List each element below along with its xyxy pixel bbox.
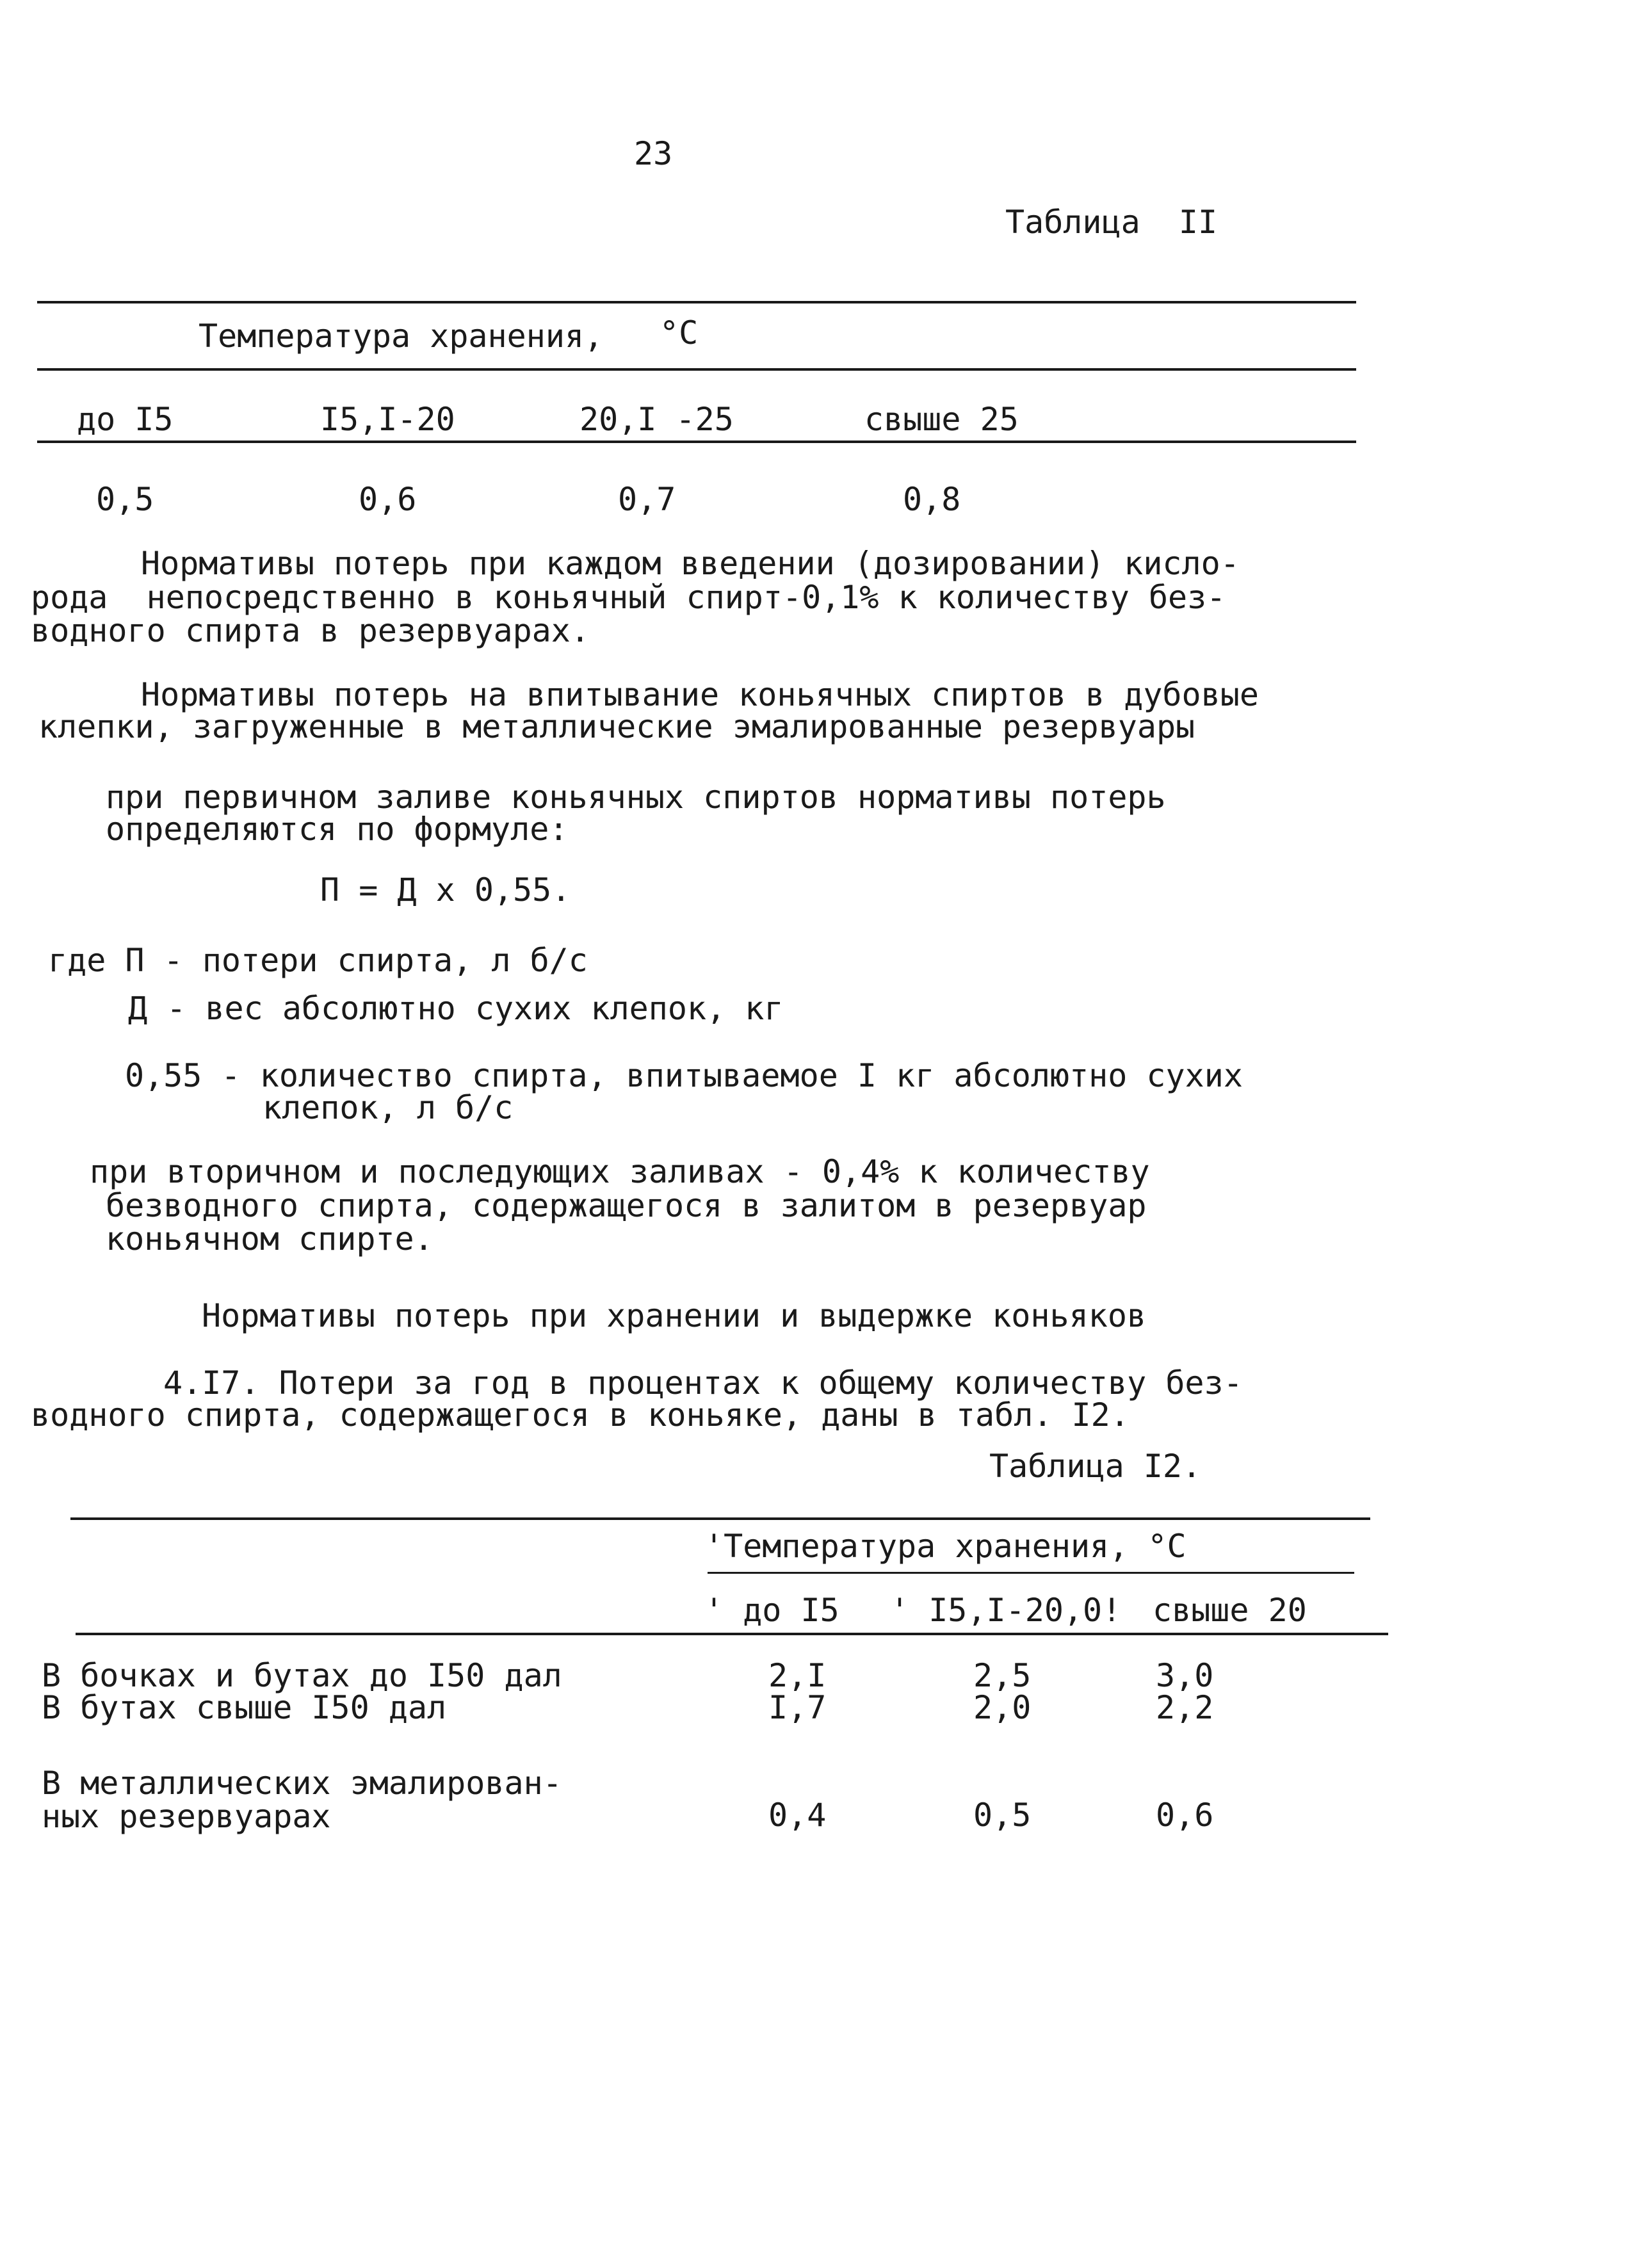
table11-header: Температура хранения, [198, 318, 604, 355]
para1-line3: водного спирта в резервуарах. [31, 612, 590, 649]
table11-top-rule [37, 301, 1356, 303]
table12-bottom-rule [76, 1633, 1388, 1635]
table11-val-1: 0,5 [96, 481, 154, 518]
table12-row2-label: В бутах свыше I50 дал [42, 1689, 447, 1726]
table12-row3-val1: 0,4 [768, 1797, 827, 1834]
table11-col-4: свыше 25 [864, 401, 1019, 438]
para3-line2: определяются по формуле: [106, 811, 569, 848]
table11-col-2: I5,I-20 [320, 401, 455, 438]
section-title: Нормативы потерь при хранении и выдержке коньяков [202, 1297, 1147, 1334]
para4-line3: коньячном спирте. [106, 1220, 433, 1257]
table12-row2-val1: I,7 [768, 1689, 827, 1726]
table11-val-3: 0,7 [618, 481, 676, 518]
table11-unit: °С [660, 314, 699, 352]
def-d: Д - вес абсолютно сухих клепок, кг [128, 990, 784, 1027]
table12-caption: Таблица I2. [989, 1448, 1202, 1485]
para4-line2: безводного спирта, содержащегося в залитом в резервуар [106, 1187, 1147, 1224]
def-k-line1: 0,55 - количество спирта, впитываемое I кг абсолютно сухих [125, 1057, 1243, 1094]
table12-row2-val2: 2,0 [973, 1689, 1032, 1726]
para1-line1: Нормативы потерь при каждом введении (дозировании) кисло- [141, 545, 1240, 582]
table11-caption: Таблица II [1005, 204, 1218, 241]
para2-line2: клепки, загруженные в металлические эмалированные резервуары [38, 708, 1195, 745]
def-k-line2: клепок, л б/с [263, 1089, 514, 1126]
para5-line2: водного спирта, содержащегося в коньяке, даны в табл. I2. [31, 1396, 1130, 1434]
para5-line1: 4.I7. Потери за год в процентах к общему количеству без- [163, 1364, 1243, 1402]
table12-row3-label: В металлических эмалирован- [42, 1765, 562, 1802]
table11-col-3: 20,I -25 [579, 401, 734, 438]
table12-col-1: ' до I5 [704, 1592, 839, 1629]
def-p: где П - потери спирта, л б/с [48, 942, 588, 979]
table12-row1-label: В бочках и бутах до I50 дал [42, 1657, 562, 1694]
table11-col-1: до I5 [77, 401, 174, 438]
table12-header: 'Температура хранения, °С [704, 1528, 1186, 1565]
table11-val-4: 0,8 [903, 481, 961, 518]
para3-line1: при первичном заливе коньячных спиртов нормативы потерь [106, 779, 1166, 816]
table12-row3-label2: ных резервуарах [42, 1798, 331, 1835]
table11-mid-rule [37, 368, 1356, 371]
formula: П = Д х 0,55. [320, 871, 571, 909]
table12-row3-val2: 0,5 [973, 1797, 1032, 1834]
table11-val-2: 0,6 [359, 481, 417, 518]
table12-row3-val3: 0,6 [1156, 1797, 1214, 1834]
table12-row1-val3: 3,0 [1156, 1657, 1214, 1694]
table12-row1-val1: 2,I [768, 1657, 827, 1694]
para2-line1: Нормативы потерь на впитывание коньячных спиртов в дубовые [141, 676, 1259, 713]
para1-line2: рода непосредственно в коньячный спирт-0,1% к количеству без- [31, 579, 1226, 616]
para4-line1: при вторичном и последующих заливах - 0,4% к количеству [90, 1153, 1150, 1190]
page-number: 23 [634, 135, 673, 172]
table12-col-3: свыше 20 [1153, 1592, 1307, 1629]
table11-bottom-rule [37, 441, 1356, 443]
table12-row1-val2: 2,5 [973, 1657, 1032, 1694]
table12-col-2: ' I5,I-20,0! [890, 1592, 1122, 1629]
table12-row2-val3: 2,2 [1156, 1689, 1214, 1726]
table12-header-rule [708, 1572, 1354, 1574]
table12-top-rule [70, 1517, 1370, 1520]
